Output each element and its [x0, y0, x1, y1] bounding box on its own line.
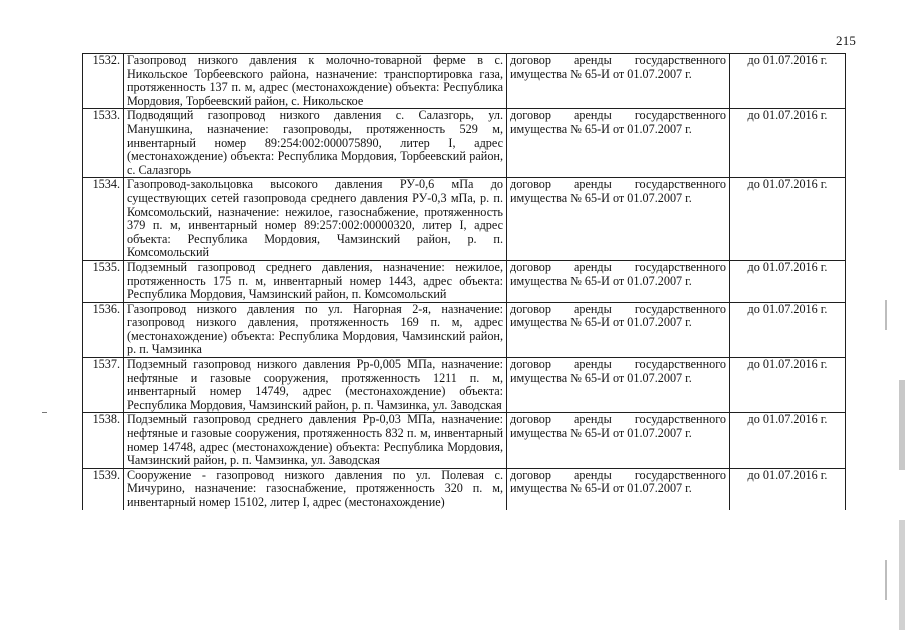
row-number: 1532. — [83, 54, 124, 109]
scan-edge-artifact — [899, 520, 905, 630]
object-description: Подводящий газопровод низкого давления с. Салазгорь, ул. Манушкина, назначение: газопроводы, протяженность 529 м, инвентарный номер 89:254:002:000075890, литер I, адрес (местонахождение) объекта: Республика Мордовия, Торбеевский район, с. Салазгорь — [124, 109, 507, 178]
lease-term: до 01.07.2016 г. — [730, 178, 846, 261]
row-number: 1539. — [83, 468, 124, 509]
lease-term: до 01.07.2016 г. — [730, 109, 846, 178]
lease-term: до 01.07.2016 г. — [730, 413, 846, 468]
lease-basis: договор аренды государственного имущества № 65-И от 01.07.2007 г. — [507, 302, 730, 357]
row-number: 1534. — [83, 178, 124, 261]
lease-basis: договор аренды государственного имущества № 65-И от 01.07.2007 г. — [507, 468, 730, 509]
table-row — [83, 302, 846, 357]
row-number: 1536. — [83, 302, 124, 357]
lease-basis: договор аренды государственного имущества № 65-И от 01.07.2007 г. — [507, 178, 730, 261]
scan-dot-artifact — [42, 412, 47, 413]
object-description: Газопровод низкого давления к молочно-товарной ферме в с. Никольское Торбеевского района, назначение: транспортировка газа, протяженность 137 п. м, адрес (местонахождение) объекта: Республика Мордовия, Торбеевский район, с. Никольское — [124, 54, 507, 109]
table-row — [83, 178, 846, 261]
lease-basis: договор аренды государственного имущества № 65-И от 01.07.2007 г. — [507, 54, 730, 109]
property-registry-table — [82, 53, 846, 510]
object-description: Сооружение - газопровод низкого давления по ул. Полевая с. Мичурино, назначение: газоснабжение, протяженность 320 п. м, инвентарный номер 15102, литер I, адрес (местонахождение) — [124, 468, 507, 509]
row-number: 1537. — [83, 358, 124, 413]
row-number: 1533. — [83, 109, 124, 178]
table-row — [83, 468, 846, 509]
lease-term: до 01.07.2016 г. — [730, 54, 846, 109]
row-number: 1535. — [83, 260, 124, 302]
table-row — [83, 260, 846, 302]
lease-basis: договор аренды государственного имущества № 65-И от 01.07.2007 г. — [507, 109, 730, 178]
lease-term: до 01.07.2016 г. — [730, 468, 846, 509]
lease-term: до 01.07.2016 г. — [730, 260, 846, 302]
object-description: Подземный газопровод среднего давления, назначение: нежилое, протяженность 175 п. м, инвентарный номер 1443, адрес объекта: Республика Мордовия, Чамзинский район, п. Комсомольский — [124, 260, 507, 302]
object-description: Подземный газопровод низкого давления Рр-0,005 МПа, назначение: нефтяные и газовые сооружения, протяженность 1211 п. м, инвентарный номер 14749, адрес (местонахождение) объекта: Республика Мордовия, Чамзинский район, р. п. Чамзинка, ул. Заводская — [124, 358, 507, 413]
scan-edge-artifact — [899, 380, 905, 470]
table-row — [83, 358, 846, 413]
table-row — [83, 109, 846, 178]
scan-mark-artifact — [885, 300, 887, 330]
table-row — [83, 54, 846, 109]
object-description: Подземный газопровод среднего давления Рр-0,03 МПа, назначение: нефтяные и газовые сооружения, протяженность 832 п. м, инвентарный номер 14748, адрес (местонахождение) объекта: Республика Мордовия, Чамзинский район, р. п. Чамзинка, ул. Заводская — [124, 413, 507, 468]
object-description: Газопровод-закольцовка высокого давления РУ-0,6 мПа до существующих сетей газопровода среднего давления РУ-0,3 мПа, р. п. Комсомольский, назначение: нежилое, газоснабжение, протяженность 379 п. м, инвентарный номер 89:257:002:00000320, литер I, адрес объекта: Республика Мордовия, Чамзинский район, р. п. Комсомольский — [124, 178, 507, 261]
scan-mark-artifact — [885, 560, 887, 600]
table-row — [83, 413, 846, 468]
object-description: Газопровод низкого давления по ул. Нагорная 2-я, назначение: газопровод низкого давления, протяженность 169 п. м, адрес (местонахождение) объекта: Республика Мордовия, Чамзинский район, р. п. Чамзинка — [124, 302, 507, 357]
lease-term: до 01.07.2016 г. — [730, 302, 846, 357]
lease-basis: договор аренды государственного имущества № 65-И от 01.07.2007 г. — [507, 260, 730, 302]
lease-basis: договор аренды государственного имущества № 65-И от 01.07.2007 г. — [507, 413, 730, 468]
lease-term: до 01.07.2016 г. — [730, 358, 846, 413]
page-number: 215 — [836, 33, 857, 48]
row-number: 1538. — [83, 413, 124, 468]
lease-basis: договор аренды государственного имущества № 65-И от 01.07.2007 г. — [507, 358, 730, 413]
